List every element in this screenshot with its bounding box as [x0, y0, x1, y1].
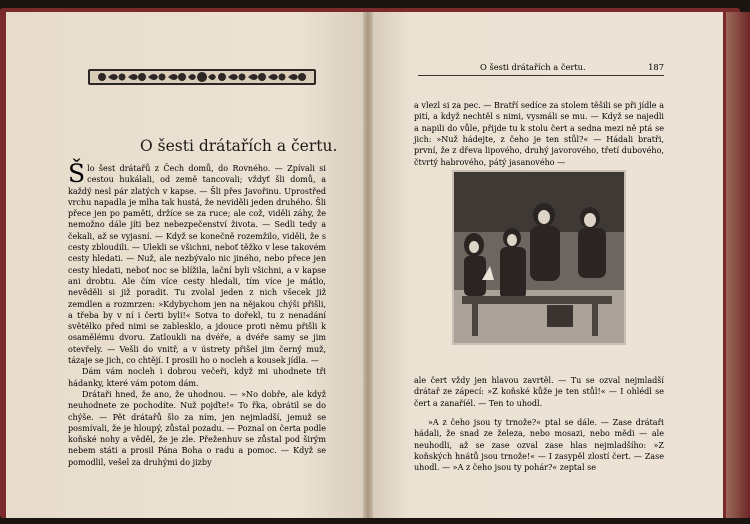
chapter-title: O šesti drátařích a čertu.	[140, 137, 338, 155]
first-paragraph	[68, 159, 326, 366]
last-paragraph: »A z čeho jsou ty trnože?« ptal se dále. — Zase drátaři hádali, že snad ze železa, nebo mosazi, nebo mědi — ale neuhodli, až se zase ozval zase hlas nejmladšího: »Z koňských hnátů jsou trnože!« — I zasypěl zlostí čert. — Zase uhodl. — »A z čeho jsou ty pohár?« zeptal se	[414, 417, 664, 473]
page-number: 187	[648, 62, 664, 72]
book-gutter	[363, 12, 373, 518]
right-page-bottom-text	[414, 367, 664, 482]
running-head-title: O šesti drátařích a čertu.	[480, 62, 586, 72]
drop-cap: Š	[68, 159, 86, 188]
second-paragraph: Dám vám nocleh i dobrou večeři, když mi uhodnete tři hádanky, které vám potom dám.	[68, 367, 326, 388]
first-paragraph-text: lo šest drátařů z Čech domů, do Rovného. — Zpívali si cestou hukálali, od země tancovali; vždyť šli domů, a každý nesl pár zlatých v kapse. — Šli přes Javořinu. Uprostřed vrchu napadla je mlha tak hustá, že neviděli jeden druhého. Šli přece jen po paměti, držíce se za ruce; ale což, viděli záhy, že nemožno dále jíti bez nebezpečenství života. — Sedli tedy a čekali, až se vyjasní. — Když se konečně rozemžilo, viděli, že s cesty zbloudili. — Ulekli se všichni, neboť těžko v lese takovém cesty hledati. — Nuž, ale nezbývalo nic jiného, nebo přece jen cesty hledati, neboť noc se blížila, lační byli všichni, a v kapse ani drobtu. Ale čím více cesty hledali, tím více je mátlo, nevěděli si již poradit. Tu zvolal jeden z nich všecek již zemdlen a rozmrzen: »Kdybychom jen na nějakou chýši přišli, a třeba by v ní i čerti byli!« Sotva to dořekl, tu z nenadání světélko před nimi se zablesklo, a jdouce proti němu přišli k osamělému dvoru. Zatloukli na dvéře, a dvéře samy se jim otevřely. — Vešli do vnitř, a v ústrety přišel jim černý muž, tázaje se jich, co chtějí. I prosili ho o nocleh a kousek jídla. —	[68, 164, 326, 366]
right-page-top-text	[414, 92, 664, 176]
ornament-headpiece-icon	[88, 67, 316, 87]
engraving-drinking-men-icon	[452, 170, 626, 345]
running-header	[418, 62, 664, 76]
right-top-paragraph: a vlezl si za pec. — Bratří sedíce za stolem těšili se při jídle a pití, a když nechtěl s nimi, vysmáli se mu. — Když se najedli a napili do vůle, přijde tu k stolu čert a sedna mezi ně ptá se jich: »Nuž hádejte, z čeho je ten stůl?« — Hádali bratři, první, že z dřeva lipového, druhý javorového, třetí dubového, čtvrtý habrového, pátý jasanového —	[414, 101, 664, 167]
third-paragraph: Drátaři hned, že ano, že uhodnou. — »No dobře, ale když neuhodnete ze pochodíte. Nuž pojďte!« To řka, obrátil se do chýše. — Pět drátařů šlo za ním, jen nejmladší, jemuž se posmívali, že je hloupý, zůstal pozadu. — Poznal on čerta podle koňské nohy a věděl, že je zle. Přeženhuv se zůstal pod širým nebem státi a prosil Pána Boha o radu a pomoc. — Když se pomodlil, vešel za druhými do jizby	[68, 389, 326, 467]
page-edges	[726, 12, 750, 518]
after-image-paragraph: ale čert vždy jen hlavou zavrtěl. — Tu se ozval nejmladší drátař ze zápecí: »Z koňské kůže je ten stůl!« — I ohlédl se čert a zanaříél. — Ten to uhodl.	[414, 376, 664, 408]
left-page-text	[68, 159, 326, 468]
